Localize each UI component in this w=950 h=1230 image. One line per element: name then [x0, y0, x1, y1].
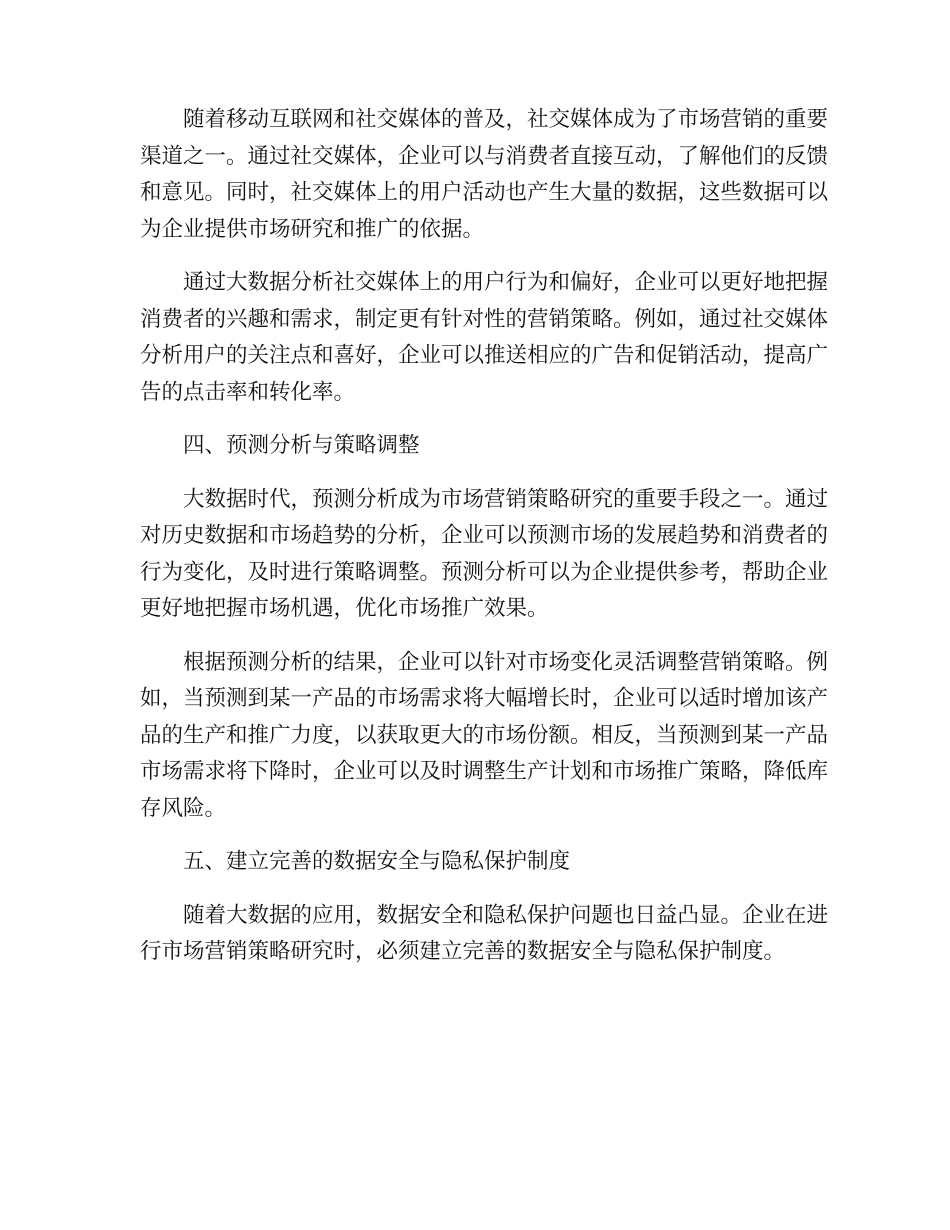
document-body	[140, 102, 828, 988]
paragraph-social-media-analysis: 通过大数据分析社交媒体上的用户行为和偏好，企业可以更好地把握消费者的兴趣和需求，制定更有针对性的营销策略。例如，通过社交媒体分析用户的关注点和喜好，企业可以推送相应的广告和促销活动，提高广告的点击率和转化率。	[140, 270, 829, 405]
paragraph-social-media-channel: 随着移动互联网和社交媒体的普及，社交媒体成为了市场营销的重要渠道之一。通过社交媒体，企业可以与消费者直接互动，了解他们的反馈和意见。同时，社交媒体上的用户活动也产生大量的数据，这些数据可以为企业提供市场研究和推广的依据。	[140, 107, 829, 242]
paragraph-prediction-analysis: 大数据时代，预测分析成为市场营销策略研究的重要手段之一。通过对历史数据和市场趋势的分析，企业可以预测市场的发展趋势和消费者的行为变化，及时进行策略调整。预测分析可以为企业提供参考，帮助企业更好地把握市场机遇，优化市场推广效果。	[140, 486, 829, 621]
section-heading-data-security: 五、建立完善的数据安全与隐私保护制度	[183, 849, 571, 874]
paragraph-strategy-adjustment: 根据预测分析的结果，企业可以针对市场变化灵活调整营销策略。例如，当预测到某一产品的市场需求将大幅增长时，企业可以适时增加该产品的生产和推广力度，以获取更大的市场份额。相反，当预测到某一产品市场需求将下降时，企业可以及时调整生产计划和市场推广策略，降低库存风险。	[140, 649, 829, 821]
section-heading-prediction: 四、预测分析与策略调整	[183, 433, 420, 458]
paragraph-data-security: 随着大数据的应用，数据安全和隐私保护问题也日益凸显。企业在进行市场营销策略研究时，必须建立完善的数据安全与隐私保护制度。	[140, 902, 829, 964]
